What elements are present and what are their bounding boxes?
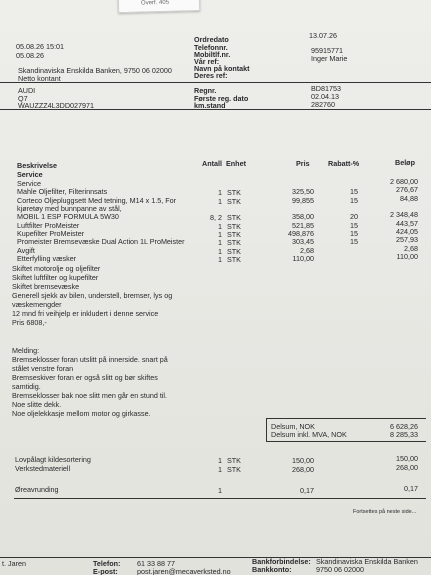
row-qty: 1	[218, 197, 222, 206]
footer-phone: 61 33 88 77	[137, 559, 175, 568]
reg-nr-value: BD81753	[311, 84, 341, 93]
remark-line: Bremseklosser foran utslitt på innerside. snart på	[12, 355, 168, 364]
section-service: Service	[17, 170, 43, 179]
row-qty: 8, 2	[210, 213, 222, 222]
row-amount: 2 348,48	[390, 210, 418, 219]
row-description: Etterfylling væsker	[17, 254, 77, 263]
footer-bank-label: Bankforbindelse:	[252, 557, 311, 566]
col-header-discount: Rabatt-%	[328, 159, 360, 168]
row-amount: 2 680,00	[390, 177, 418, 186]
label-mobile: Mobiltlf.nr.	[194, 50, 231, 59]
label-km: km.stand	[194, 101, 226, 110]
footer-account: 9750 06 02000	[316, 565, 364, 574]
col-header-amount: Beløp	[395, 158, 415, 167]
row-unit: STK	[227, 255, 241, 264]
row-description: MOBIL 1 ESP FORMULA 5W30	[17, 212, 119, 221]
fee-amount: 150,00	[396, 454, 418, 463]
remark-line: Noe slitte dekk.	[12, 400, 62, 409]
row-discount: 15	[350, 237, 358, 246]
continued-note: Fortsettes på neste side...	[353, 509, 417, 515]
mobile-value: 95915771	[311, 46, 343, 55]
note-tab-text: Overf. 405	[140, 0, 170, 7]
footer-bank: Skandinaviska Enskilda Banken	[316, 557, 418, 566]
row-unit: STK	[227, 238, 241, 247]
subtotal-incl-vat-label: Delsum inkl. MVA, NOK	[271, 430, 347, 439]
note-line: Skiftet bremsevæske	[12, 282, 80, 291]
row-description: Luftfilter ProMeister	[17, 221, 80, 230]
bank-line: Skandinaviska Enskilda Banken, 9750 06 02000	[18, 66, 172, 75]
note-line: Pris 6808,-	[12, 318, 47, 327]
label-your-ref: Deres ref:	[194, 71, 228, 80]
row-discount: 15	[350, 187, 358, 196]
note-line: Generell sjekk av bilen, understell, bremser, lys og	[12, 291, 173, 300]
row-price: 303,45	[292, 237, 314, 246]
vehicle-model: Q7	[18, 94, 28, 103]
row-description: kjøretøy med bunnpanne av stål,	[17, 204, 122, 213]
totals-top-line	[266, 418, 426, 419]
row-discount: 15	[350, 221, 358, 230]
row-qty: 1	[218, 188, 222, 197]
row-description: Mahle Oljefilter, Filterinnsats	[17, 187, 108, 196]
row-amount: 84,88	[400, 194, 418, 203]
remark-line: Melding:	[12, 346, 40, 355]
row-price: 99,855	[292, 196, 314, 205]
fee-price: 150,00	[292, 456, 314, 465]
fees-divider	[14, 498, 426, 499]
our-ref-value: Inger Marie	[311, 54, 348, 63]
row-qty: 1	[218, 247, 222, 256]
row-qty: 1	[218, 230, 222, 239]
footer-phone-label: Telefon:	[93, 559, 121, 568]
remark-line: Bremseklosser bak noe slitt men går en stund til.	[12, 391, 168, 400]
fee-price: 0,17	[300, 486, 314, 495]
row-qty: 1	[218, 255, 222, 264]
fee-amount: 268,00	[396, 463, 418, 472]
col-header-unit: Enhet	[226, 159, 246, 168]
row-description: Promeister Bremsevæske Dual Action 1L ProMeister	[17, 237, 185, 246]
vehicle-make: AUDI	[18, 86, 36, 95]
fee-qty: 1	[218, 486, 222, 495]
remark-line: samtidig.	[12, 382, 41, 391]
row-qty: 1	[218, 222, 222, 231]
remark-line: Noe oljelekkasje mellom motor og girkasse.	[12, 409, 151, 418]
fee-unit: STK	[227, 456, 241, 465]
row-qty: 1	[218, 238, 222, 247]
row-price: 521,85	[292, 221, 314, 230]
fee-price: 268,00	[292, 465, 314, 474]
label-contact-name: Navn på kontakt	[194, 64, 250, 73]
label-our-ref: Vår ref:	[194, 57, 220, 66]
totals-left-line	[266, 418, 267, 441]
col-header-description: Beskrivelse	[17, 161, 57, 170]
row-description: Avgift	[17, 246, 35, 255]
row-unit: STK	[227, 230, 241, 239]
vehicle-divider	[0, 109, 431, 110]
order-date-value: 13.07.26	[309, 31, 337, 40]
note-line: Skiftet motorolje og oljefilter	[12, 264, 101, 273]
label-order-date: Ordredato	[194, 35, 229, 44]
row-amount: 110,00	[396, 252, 418, 261]
row-unit: STK	[227, 222, 241, 231]
header-divider	[0, 82, 431, 83]
invoice-date: 05.08.26	[16, 51, 44, 60]
subtotal-value: 6 628,26	[390, 422, 418, 431]
totals-bottom-line	[266, 441, 426, 442]
row-unit: STK	[227, 188, 241, 197]
fee-description: Lovpålagt kildesortering	[15, 455, 91, 464]
remark-line: Bremseskiver foran er også slitt og bør skiftes	[12, 373, 158, 382]
fee-description: Verkstedmateriell	[15, 464, 71, 473]
label-phone: Telefonnr.	[194, 43, 228, 52]
paper-note-tab	[118, 0, 200, 13]
fee-qty: 1	[218, 456, 222, 465]
row-amount: 2,68	[404, 244, 418, 253]
first-reg-value: 02.04.13	[311, 92, 339, 101]
km-value: 282760	[311, 100, 335, 109]
footer-email: post.jaren@mecaverksted.no	[137, 567, 231, 575]
col-header-qty: Antall	[202, 159, 222, 168]
fee-amount: 0,17	[404, 484, 418, 493]
subtotal-incl-vat-value: 8 285,33	[390, 430, 418, 439]
row-amount: 276,67	[396, 185, 418, 194]
row-discount: 15	[350, 196, 358, 205]
footer-account-label: Bankkonto:	[252, 565, 292, 574]
subtotal-label: Delsum, NOK	[271, 422, 315, 431]
row-price: 325,50	[292, 187, 314, 196]
row-price: 110,00	[292, 254, 314, 263]
row-price: 498,876	[288, 229, 314, 238]
fee-unit: STK	[227, 465, 241, 474]
note-line: Skiftet luftfilter og kupefilter	[12, 273, 99, 282]
row-price: 358,00	[292, 212, 314, 221]
row-unit: STK	[227, 247, 241, 256]
footer-company: t. Jaren	[2, 559, 26, 568]
row-unit: STK	[227, 197, 241, 206]
note-line: 12 mnd fri veihjelp er inkludert i denne service	[12, 309, 159, 318]
row-description: Service	[17, 179, 41, 188]
payment-terms: Netto kontant	[18, 74, 61, 83]
remark-line: stålet venstre foran	[12, 364, 74, 373]
footer-email-label: E-post:	[93, 567, 118, 575]
label-reg-nr: Regnr.	[194, 86, 217, 95]
row-price: 2,68	[300, 246, 314, 255]
row-description: Kupefilter ProMeister	[17, 229, 85, 238]
col-header-price: Pris	[296, 159, 310, 168]
fee-qty: 1	[218, 465, 222, 474]
note-line: væskemengder	[12, 300, 62, 309]
print-datetime: 05.08.26 15:01	[16, 42, 64, 51]
row-amount: 424,05	[396, 227, 418, 236]
row-amount: 257,93	[396, 235, 418, 244]
row-discount: 15	[350, 229, 358, 238]
label-first-reg: Første reg. dato	[194, 94, 249, 103]
row-description: Corteco Oljepluggsett Med tetning, M14 x 1.5, For	[17, 196, 177, 205]
vehicle-vin: WAUZZZ4L3DD027971	[18, 101, 95, 110]
row-unit: STK	[227, 213, 241, 222]
row-amount: 443,57	[396, 219, 418, 228]
row-discount: 20	[350, 212, 358, 221]
fee-description: Øreavrunding	[15, 485, 59, 494]
